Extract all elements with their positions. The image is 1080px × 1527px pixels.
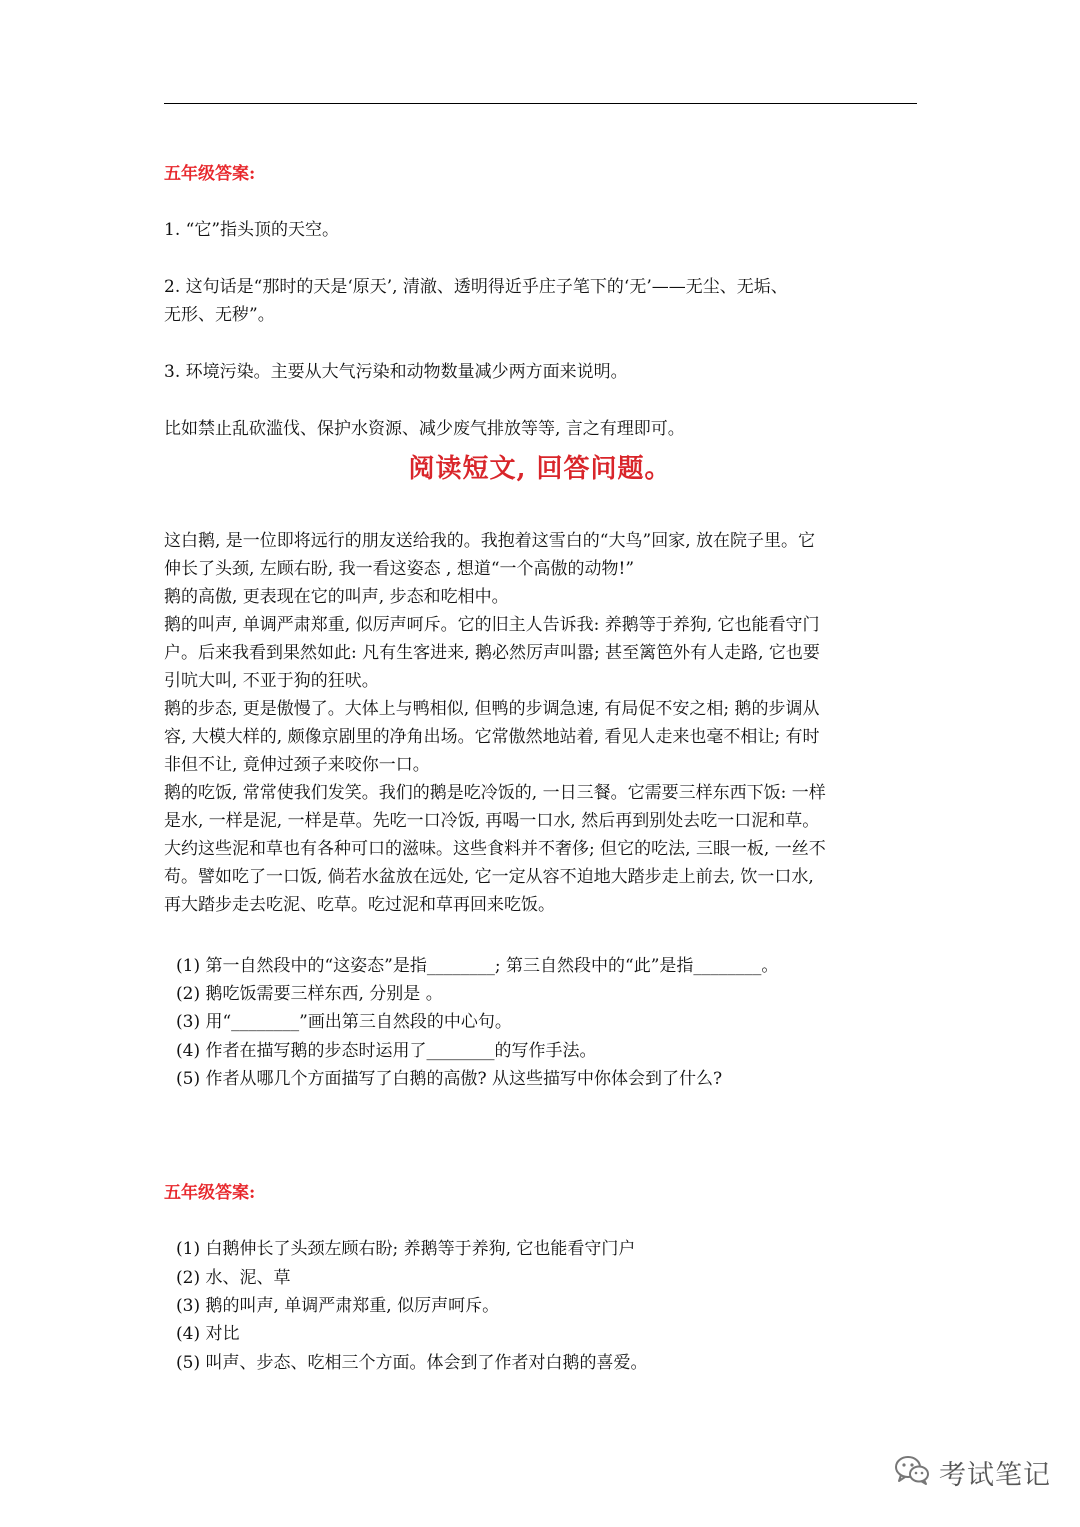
passage-line: 容, 大模大样的, 颇像京剧里的净角出场。它常傲然地站着, 看见人走来也毫不相让; 有时 (164, 727, 820, 747)
passage-line: 是水, 一样是泥, 一样是草。先吃一口冷饭, 再喝一口水, 然后再到别处去吃一口泥和草。 (164, 811, 820, 831)
passage-line: 户。后来我看到果然如此: 凡有生客进来, 鹅必然厉声叫嚣; 甚至篱笆外有人走路, 它也要 (164, 643, 820, 663)
answer2-3: (3) 鹅的叫声, 单调严肃郑重, 似厉声呵斥。 (176, 1296, 500, 1316)
answer-3: 3. 环境污染。主要从大气污染和动物数量减少两方面来说明。 (164, 362, 628, 382)
passage-line: 再大踏步走去吃泥、吃草。吃过泥和草再回来吃饭。 (164, 895, 555, 915)
answer2-5: (5) 叫声、步态、吃相三个方面。体会到了作者对白鹅的喜爱。 (176, 1353, 648, 1373)
reading-passage (164, 527, 920, 919)
answer2-2: (2) 水、泥、草 (176, 1268, 291, 1288)
question-1: (1) 第一自然段中的“这姿态”是指________; 第三自然段中的“此”是指________。 (176, 956, 779, 976)
section1-heading: 五年级答案: (164, 164, 256, 184)
answer2-4: (4) 对比 (176, 1324, 240, 1344)
passage-line: 这白鹅, 是一位即将远行的朋友送给我的。我抱着这雪白的“大鸟”回家, 放在院子里。它 (164, 531, 815, 551)
passage-line: 鹅的吃饭, 常常使我们发笑。我们的鹅是吃冷饭的, 一日三餐。它需要三样东西下饭: 一样 (164, 783, 826, 803)
answer-2-line2: 无形、无秽”。 (164, 305, 275, 325)
answer2-1: (1) 白鹅伸长了头颈左顾右盼; 养鹅等于养狗, 它也能看守门户 (176, 1239, 636, 1259)
passage-line: 非但不让, 竟伸过颈子来咬你一口。 (164, 755, 430, 775)
answer-4: 比如禁止乱砍滥伐、保护水资源、减少废气排放等等, 言之有理即可。 (164, 419, 685, 439)
passage-line: 鹅的步态, 更是傲慢了。大体上与鸭相似, 但鸭的步调急速, 有局促不安之相; 鹅的步调从 (164, 699, 820, 719)
top-divider (164, 103, 917, 104)
passage-line: 大约这些泥和草也有各种可口的滋味。这些食料并不奢侈; 但它的吃法, 三眼一板, 一丝不 (164, 839, 826, 859)
wechat-icon (893, 1454, 931, 1490)
answer-2-line1: 2. 这句话是“那时的天是‘原天’, 清澈、透明得近乎庄子笔下的‘无’——无尘、无垢、 (164, 277, 788, 297)
question-2: (2) 鹅吃饭需要三样东西, 分别是 。 (176, 984, 443, 1004)
watermark (893, 1452, 1051, 1492)
section2-heading: 五年级答案: (164, 1183, 256, 1203)
question-3: (3) 用“________”画出第三自然段的中心句。 (176, 1012, 512, 1032)
passage-line: 苟。譬如吃了一口饭, 倘若水盆放在远处, 它一定从容不迫地大踏步走上前去, 饮一口水, (164, 867, 814, 887)
passage-line: 引吭大叫, 不亚于狗的狂吠。 (164, 671, 379, 691)
passage-line: 鹅的叫声, 单调严肃郑重, 似厉声呵斥。它的旧主人告诉我: 养鹅等于养狗, 它也能看守门 (164, 615, 820, 635)
reading-title: 阅读短文, 回答问题。 (408, 454, 672, 484)
question-5: (5) 作者从哪几个方面描写了白鹅的高傲? 从这些描写中你体会到了什么? (176, 1069, 723, 1089)
answer-1: 1. “它”指头顶的天空。 (164, 220, 340, 240)
question-4: (4) 作者在描写鹅的步态时运用了________的写作手法。 (176, 1041, 597, 1061)
passage-line: 鹅的高傲, 更表现在它的叫声, 步态和吃相中。 (164, 587, 509, 607)
watermark-text: 考试笔记 (939, 1459, 1051, 1491)
passage-line: 伸长了头颈, 左顾右盼, 我一看这姿态 , 想道“一个高傲的动物!” (164, 559, 635, 579)
